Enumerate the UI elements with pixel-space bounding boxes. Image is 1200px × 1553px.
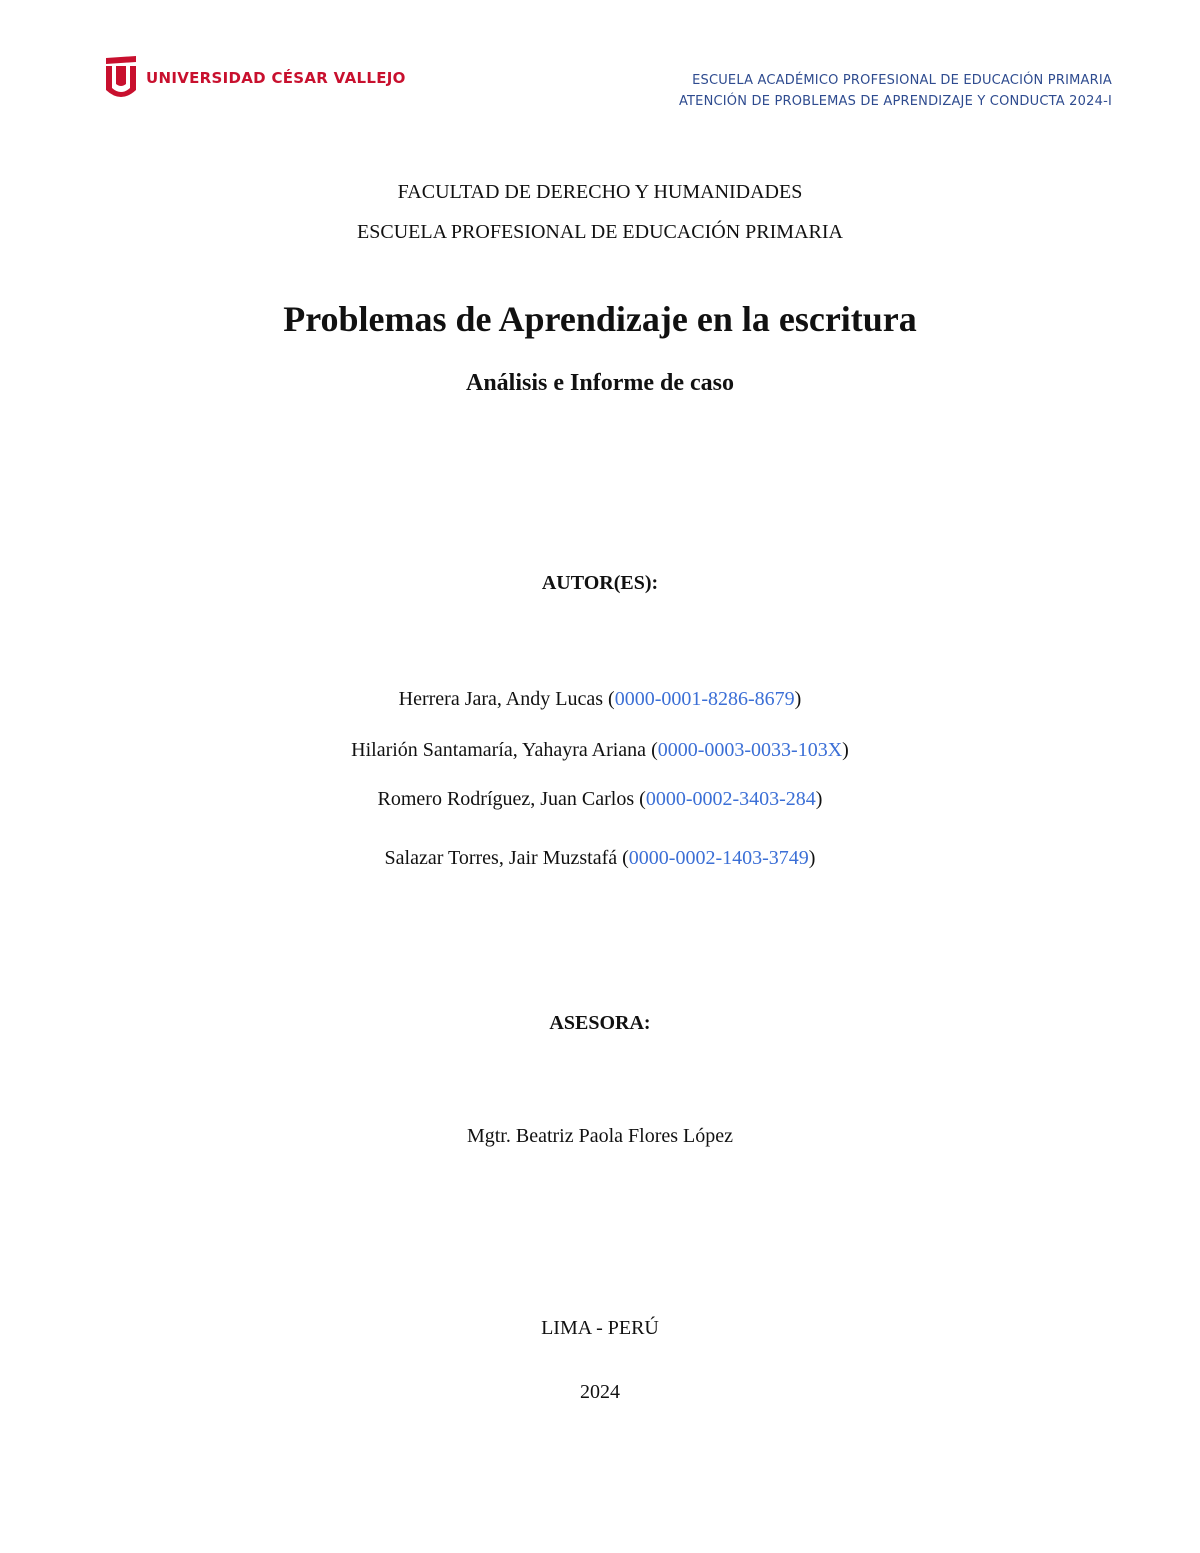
author-item: Salazar Torres, Jair Muzstafá (0000-0002-1403-3749) bbox=[384, 847, 816, 869]
author-name: Hilarión Santamaría, Yahayra Ariana bbox=[351, 739, 647, 761]
location: LIMA - PERÚ bbox=[541, 1317, 659, 1339]
header-right bbox=[679, 70, 1112, 112]
author-name: Herrera Jara, Andy Lucas bbox=[398, 688, 604, 710]
school-name: ESCUELA PROFESIONAL DE EDUCACIÓN PRIMARIA bbox=[357, 221, 843, 243]
author-orcid-link[interactable]: 0000-0002-3403-284 bbox=[645, 788, 816, 810]
authors-label: AUTOR(ES): bbox=[541, 572, 659, 594]
advisor-name: Mgtr. Beatriz Paola Flores López bbox=[466, 1125, 734, 1147]
header-school: ESCUELA ACADÉMICO PROFESIONAL DE EDUCACIÓN PRIMARIA bbox=[692, 73, 1112, 88]
author-orcid-link[interactable]: 0000-0002-1403-3749 bbox=[628, 847, 809, 869]
page-title: Problemas de Aprendizaje en la escritura bbox=[283, 299, 917, 339]
page-subtitle: Análisis e Informe de caso bbox=[466, 370, 734, 396]
faculty-block bbox=[0, 172, 1200, 252]
ucv-emblem-icon bbox=[104, 54, 138, 102]
author-item: Herrera Jara, Andy Lucas (0000-0001-8286-8679) bbox=[398, 688, 802, 710]
author-name: Salazar Torres, Jair Muzstafá bbox=[384, 847, 618, 869]
author-orcid-link[interactable]: 0000-0003-0033-103X bbox=[657, 739, 843, 761]
author-orcid-link[interactable]: 0000-0001-8286-8679 bbox=[614, 688, 795, 710]
author-item: Hilarión Santamaría, Yahayra Ariana (0000-0003-0033-103X) bbox=[351, 739, 849, 761]
author-name: Romero Rodríguez, Juan Carlos bbox=[377, 788, 635, 810]
faculty-name: FACULTAD DE DERECHO Y HUMANIDADES bbox=[397, 181, 803, 203]
header-course: ATENCIÓN DE PROBLEMAS DE APRENDIZAJE Y CONDUCTA 2024-I bbox=[678, 94, 1112, 109]
logo-text: UNIVERSIDAD CÉSAR VALLEJO bbox=[146, 69, 406, 87]
advisor-label: ASESORA: bbox=[549, 1012, 651, 1034]
university-logo bbox=[104, 54, 406, 102]
author-item: Romero Rodríguez, Juan Carlos (0000-0002-3403-284) bbox=[377, 788, 823, 810]
year: 2024 bbox=[580, 1381, 620, 1403]
